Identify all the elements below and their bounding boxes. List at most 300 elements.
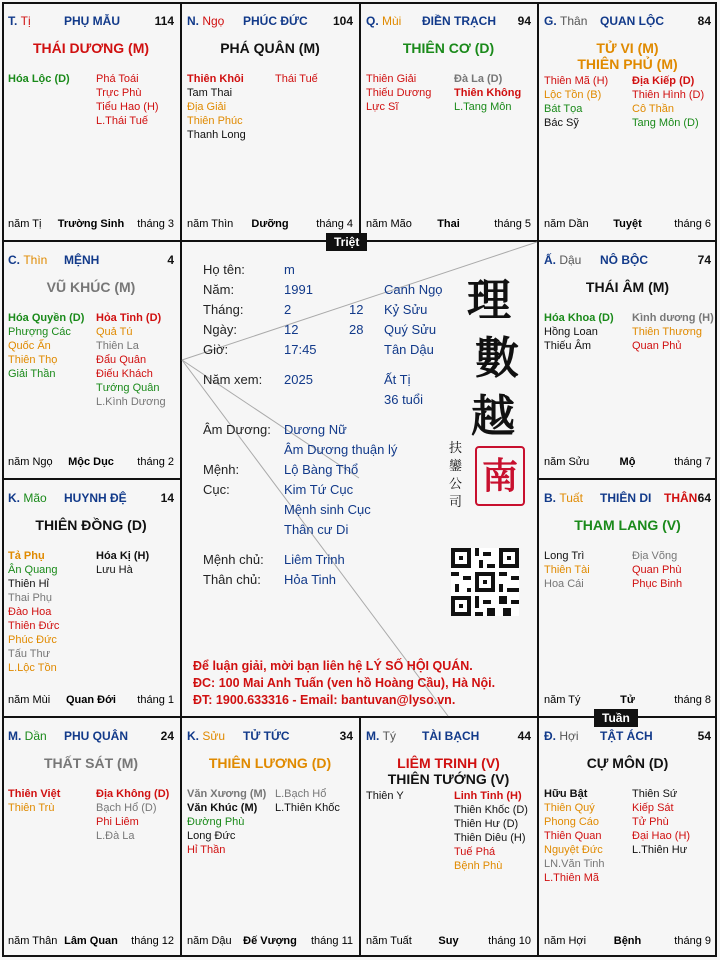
menh-label: Mệnh: [203,462,240,477]
palace-header [8,253,174,269]
star-column-right [96,787,169,843]
minor-star: Hồng Loan [544,326,598,338]
minor-star: Thiên Y [366,790,404,802]
star-column-left [366,72,431,114]
menhchu-label: Mệnh chủ: [203,552,264,567]
menh-value: Lộ Bàng Thổ [284,462,359,477]
minor-star: L.Tang Môn [454,101,512,113]
name-label: Họ tên: [203,262,245,277]
seal-char: 司 [449,495,463,510]
footer-month: tháng 12 [131,935,174,947]
minor-star: Tuế Phá [454,846,496,858]
palace-footer [544,218,711,232]
minor-star: Cô Thần [632,103,674,115]
view-label: Năm xem: [203,372,263,387]
minor-star: Long Trì [544,550,585,562]
minor-star: Giải Thần [8,368,56,380]
view-can: Ất Tị [384,372,411,387]
palace-header [8,729,174,745]
palace-footer [187,218,353,232]
minor-star: Thiên Quan [544,830,602,842]
minor-star: Thiên Không [454,87,522,99]
minor-star: Linh Tinh (H) [454,790,522,802]
minor-star: Quốc Ấn [8,340,51,352]
seal-text [449,440,462,512]
footer-stage: Mộ [619,456,636,468]
footer-year: năm Tị [8,218,42,230]
palace-footer [544,456,711,470]
star-column-right [96,72,159,128]
minor-star: Phúc Đức [8,634,57,646]
footer-year: năm Thân [8,935,58,947]
year-value: 1991 [284,282,313,297]
palace-cell-dau[interactable] [538,241,717,478]
star-column-left [366,789,404,803]
footer-stage: Đế Vượng [243,935,297,947]
amduong-value: Dương Nữ [284,422,347,437]
seal-stamp [475,446,525,506]
minor-star: Bệnh Phù [454,860,503,872]
month-lunar: 12 [349,302,364,317]
footer-year: năm Sửu [544,456,590,468]
main-star: THIÊN CƠ (D) [402,40,495,56]
palace-name: TẬT ÁCH [600,729,653,743]
seal-char: 公 [449,477,463,492]
palace-header [366,14,531,30]
footer-month: tháng 8 [674,694,711,706]
main-stars [181,40,359,56]
minor-star: Tiểu Hao (H) [96,101,159,113]
minor-star: Thiên Mã (H) [544,75,609,87]
palace-header [544,729,711,745]
footer-year: năm Dậu [187,935,232,947]
main-star: THIÊN LƯƠNG (D) [208,755,332,771]
minor-star: Bạch Hổ (D) [96,802,157,814]
palace-number: 14 [160,491,174,505]
palace-branch: K. Mão [8,491,47,505]
minor-star: Trực Phù [96,87,142,99]
minor-star: Kiếp Sát [632,802,674,814]
main-stars [2,755,180,771]
star-column-right [632,311,714,353]
seal-char: 鑾 [449,459,463,474]
star-column-left [8,549,59,675]
palace-name: HUYNH ĐỆ [64,491,127,505]
main-stars [2,517,180,533]
palace-number: 54 [697,729,711,743]
footer-month: tháng 10 [488,935,531,947]
main-star: THÁI ÂM (M) [585,279,670,295]
minor-star: Lực Sĩ [366,101,399,113]
palace-name: PHU QUÂN [64,729,129,743]
cuc-label: Cục: [203,482,230,497]
minor-star: Hóa Lộc (D) [8,73,70,85]
palace-number: 84 [697,14,711,28]
minor-star: Quan Phù [632,564,682,576]
palace-number: 114 [154,14,174,28]
star-column-left [187,787,266,857]
palace-cell-thin[interactable] [2,241,180,478]
minor-star: Phá Toái [96,73,139,85]
footer-month: tháng 4 [316,218,353,230]
minor-star: Địa Không (D) [96,788,170,800]
main-star: THIÊN TƯỚNG (V) [387,771,510,787]
palace-cell-ngo[interactable] [181,2,359,240]
footer-month: tháng 9 [674,935,711,947]
star-column-right [454,789,528,873]
day-can: Quý Sửu [384,322,437,337]
palace-cell-suu[interactable] [181,717,359,957]
main-stars [360,755,537,787]
star-column-left [8,787,60,815]
main-star: THẤT SÁT (M) [43,755,139,771]
day-lunar: 28 [349,322,364,337]
minor-star: Điếu Khách [96,368,153,380]
main-star: THÁI DƯƠNG (M) [32,40,150,56]
main-stars [538,279,717,295]
footer-month: tháng 7 [674,456,711,468]
main-star: PHÁ QUÂN (M) [220,40,320,56]
footer-year: năm Ngọ [8,456,53,468]
contact-line: Để luận giải, mời bạn liên hệ LÝ SỐ HỘI QUÁN. [193,659,473,673]
footer-year: năm Tý [544,694,581,706]
minor-star: Lưu Hà [96,564,133,576]
name-value: m [284,262,295,277]
triet-tag: Triệt [326,233,367,251]
footer-year: năm Dần [544,218,589,230]
minor-star: Phục Binh [632,578,683,590]
minor-star: Thiếu Dương [366,87,432,99]
main-stars [2,279,180,295]
minor-star: Thiên Sứ [632,788,678,800]
minor-star: Đẩu Quân [96,354,147,366]
palace-branch: T. Tị [8,14,31,28]
main-star: CỰ MÔN (D) [586,755,669,771]
minor-star: Địa Kiếp (D) [632,75,695,87]
minor-star: Văn Xương (M) [187,788,267,800]
palace-number: 104 [332,14,353,28]
minor-star: Thiên Hư (D) [454,818,519,830]
palace-branch: M. Tý [366,729,397,743]
body-palace-label: THÂN [664,491,698,505]
main-star: THIÊN PHỦ (M) [577,56,678,72]
minor-star: Lộc Tồn (B) [544,89,602,101]
palace-name: PHỤ MẪU [64,14,120,28]
main-stars [2,40,180,56]
hour-label: Giờ: [203,342,229,357]
star-column-left [8,311,84,381]
calligraphy [467,272,519,446]
palace-cell-mao[interactable] [2,479,180,716]
year-label: Năm: [203,282,235,297]
minor-star: Tả Phụ [8,550,45,562]
main-star: THAM LANG (V) [574,517,681,533]
minor-star: Địa Giải [187,101,227,113]
minor-star: Đào Hoa [8,606,52,618]
footer-month: tháng 11 [310,935,353,947]
main-stars [360,40,537,56]
minor-star: Hoa Cái [544,578,584,590]
palace-cell-dan[interactable] [2,717,180,957]
star-column-left [187,72,246,142]
thanchu-value: Hỏa Tinh [284,572,337,587]
minor-star: Thiên Giải [366,73,417,85]
day-value: 12 [284,322,299,337]
palace-number: 34 [339,729,353,743]
palace-cell-mui[interactable] [360,2,537,240]
palace-number: 64 [697,491,711,505]
star-column-right [454,72,521,114]
menhchu-value: Liêm Trinh [284,552,345,567]
cuc-value: Kim Tứ Cục [284,482,354,497]
minor-star: Đà La (D) [454,73,503,85]
minor-star: Hóa Kị (H) [96,550,150,562]
palace-branch: K. Sửu [187,729,226,743]
palace-header [187,14,353,30]
palace-footer [8,456,174,470]
main-star: LIÊM TRINH (V) [397,755,500,771]
palace-branch: Q. Mùi [366,14,402,28]
main-stars [181,755,359,771]
palace-number: 94 [517,14,531,28]
palace-name: TỬ TỨC [243,729,290,743]
minor-star: Thiên Việt [8,788,61,800]
minor-star: Thai Phụ [8,592,53,604]
minor-star: Tướng Quân [96,382,160,394]
footer-month: tháng 6 [674,218,711,230]
minor-star: Thiếu Âm [544,340,592,352]
minor-star: Thiên Thọ [8,354,58,366]
minor-star: Thiên Diêu (H) [454,832,526,844]
palace-name: ĐIỀN TRẠCH [422,14,496,28]
palace-header [8,14,174,30]
footer-month: tháng 1 [137,694,174,706]
main-stars [538,517,717,533]
minor-star: Bát Tọa [544,103,583,115]
hour-can: Tân Dậu [384,342,434,357]
palace-branch: Đ. Hợi [544,729,579,743]
palace-footer [187,935,353,949]
minor-star: Long Đức [187,830,236,842]
minor-star: Thanh Long [187,129,246,141]
minor-star: L.Thiên Mã [544,872,600,884]
year-can: Canh Ngọ [384,282,443,297]
minor-star: Hỏa Tinh (D) [96,312,162,324]
palace-branch: N. Ngọ [187,14,225,28]
minor-star: Tấu Thư [8,648,51,660]
palace-footer [8,935,174,949]
minor-star: Thiên Hỉ [8,578,49,590]
palace-footer [544,935,711,949]
amduong-value-2: Âm Dương thuận lý [284,442,398,457]
main-star: THIÊN ĐỒNG (D) [35,517,147,533]
minor-star: Phượng Các [8,326,71,338]
palace-branch: M. Dần [8,729,47,743]
palace-name: TÀI BẠCH [422,729,480,743]
minor-star: Thái Tuế [275,73,318,85]
month-can: Kỷ Sửu [384,302,428,317]
minor-star: Phong Cáo [544,816,600,828]
palace-branch: G. Thân [544,14,588,28]
minor-star: Hóa Quyền (D) [8,312,85,324]
contact-line[interactable]: ĐT: 1900.633316 - Email: bantuvan@lyso.vn. [193,693,456,707]
thanchu-label: Thân chủ: [203,572,261,587]
calligraphy-char: 數 [475,333,519,384]
main-stars [538,40,717,72]
palace-name: QUAN LỘC [600,14,664,28]
palace-name: THIÊN DI [600,491,652,505]
palace-footer [544,694,711,708]
minor-star: Thiên Khốc (D) [454,804,528,816]
palace-number: 74 [697,253,711,267]
minor-star: L.Thiên Hư [632,844,688,856]
palace-number: 44 [517,729,531,743]
minor-star: Thiên Khôi [187,73,244,85]
footer-month: tháng 5 [494,218,531,230]
seal-char: 南 [481,455,518,497]
contact-line: ĐC: 100 Mai Anh Tuấn (ven hồ Hoàng Cầu), Hà Nội. [193,676,496,690]
minor-star: Thiên La [96,340,139,352]
star-column-right [632,787,690,857]
footer-year: năm Tuất [366,935,412,947]
cuc-value-3: Thân cư Di [284,522,349,537]
minor-star: L.Thiên Khốc [275,802,340,814]
star-column-right [96,311,166,409]
seal-char: 扶 [449,441,463,456]
palace-header [8,491,174,507]
palace-cell-ty[interactable] [360,717,537,957]
palace-footer [8,694,174,708]
minor-star: Tử Phù [632,816,669,828]
palace-header [544,491,711,507]
minor-star: L.Bạch Hổ [275,788,327,800]
star-column-left [544,549,590,591]
palace-branch: B. Tuất [544,491,583,505]
main-star: TỬ VI (M) [596,40,659,56]
footer-stage: Thai [437,218,460,230]
star-column-right [275,72,318,86]
center-info [181,240,537,716]
minor-star: Đường Phù [187,816,245,828]
star-column-right [632,549,682,591]
minor-star: Phi Liêm [96,816,139,828]
footer-stage: Dưỡng [251,218,289,230]
age-value: 36 tuổi [384,392,424,407]
tuan-tag: Tuần [594,709,638,727]
minor-star: L.Đà La [96,830,135,842]
minor-star: Bác Sỹ [544,117,579,129]
palace-cell-ti[interactable] [2,2,180,240]
day-label: Ngày: [203,322,237,337]
minor-star: Địa Võng [632,550,678,562]
palace-cell-tuat[interactable] [538,479,717,716]
minor-star: Thiên Phúc [187,115,243,127]
minor-star: L.Thái Tuế [96,115,148,127]
minor-star: Hữu Bật [544,788,588,800]
minor-star: Tam Thai [187,87,233,99]
palace-header [366,729,531,745]
footer-year: năm Hợi [544,935,587,947]
minor-star: Thiên Tài [544,564,590,576]
footer-year: năm Mùi [8,694,51,706]
star-column-left [8,72,70,86]
footer-year: năm Thìn [187,218,234,230]
qr-code-icon[interactable] [451,548,519,616]
footer-month: tháng 3 [137,218,174,230]
minor-star: Ân Quang [8,564,58,576]
minor-star: Thiên Thương [632,326,703,338]
footer-month: tháng 2 [137,456,174,468]
minor-star: LN.Văn Tinh [544,858,605,870]
palace-footer [8,218,174,232]
palace-footer [366,935,531,949]
star-column-left [544,787,605,885]
palace-cell-hoi[interactable] [538,717,717,957]
minor-star: Thiên Đức [8,620,60,632]
calligraphy-char: 理 [467,275,511,326]
footer-stage: Quan Đới [66,694,116,706]
footer-stage: Bệnh [613,935,642,947]
footer-stage: Trường Sinh [57,218,125,230]
star-column-right [96,549,149,577]
palace-name: PHÚC ĐỨC [243,14,308,28]
footer-stage: Lâm Quan [64,935,118,947]
contact-block [193,658,533,709]
palace-number: 24 [160,729,174,743]
minor-star: Hỉ Thần [187,844,226,856]
star-column-right [632,74,704,130]
palace-number: 4 [167,253,174,267]
minor-star: Nguyệt Đức [544,844,603,856]
month-value: 2 [284,302,292,317]
minor-star: Văn Khúc (M) [187,802,258,814]
star-column-left [544,74,608,130]
footer-stage: Tử [620,694,635,706]
minor-star: Quan Phủ [632,340,682,352]
minor-star: L.Kình Dương [96,396,166,408]
star-column-right [275,787,340,815]
palace-header [544,14,711,30]
minor-star: Kình dương (H) [632,312,714,324]
footer-stage: Tuyệt [613,218,642,230]
minor-star: Thiên Quý [544,802,595,814]
calligraphy-char: 越 [471,391,515,442]
amduong-label: Âm Dương: [203,422,271,437]
palace-branch: C. Thìn [8,253,48,267]
minor-star: Đại Hao (H) [632,830,691,842]
hour-value: 17:45 [284,342,317,357]
minor-star: Quả Tú [96,326,133,338]
footer-year: năm Mão [366,218,412,230]
minor-star: Thiên Trù [8,802,55,814]
palace-header [544,253,711,269]
star-column-left [544,311,614,353]
month-label: Tháng: [203,302,244,317]
palace-cell-than[interactable] [538,2,717,240]
palace-name: NÔ BỘC [600,253,648,267]
palace-name: MỆNH [64,253,100,267]
palace-header [187,729,353,745]
palace-branch: Ấ. Dậu [544,253,582,267]
minor-star: Hóa Khoa (D) [544,312,614,324]
view-value: 2025 [284,372,313,387]
footer-stage: Suy [438,935,459,947]
main-star: VŨ KHÚC (M) [46,279,136,295]
main-stars [538,755,717,771]
cuc-value-2: Mệnh sinh Cục [284,502,371,517]
minor-star: Thiên Hình (D) [632,89,705,101]
palace-footer [366,218,531,232]
